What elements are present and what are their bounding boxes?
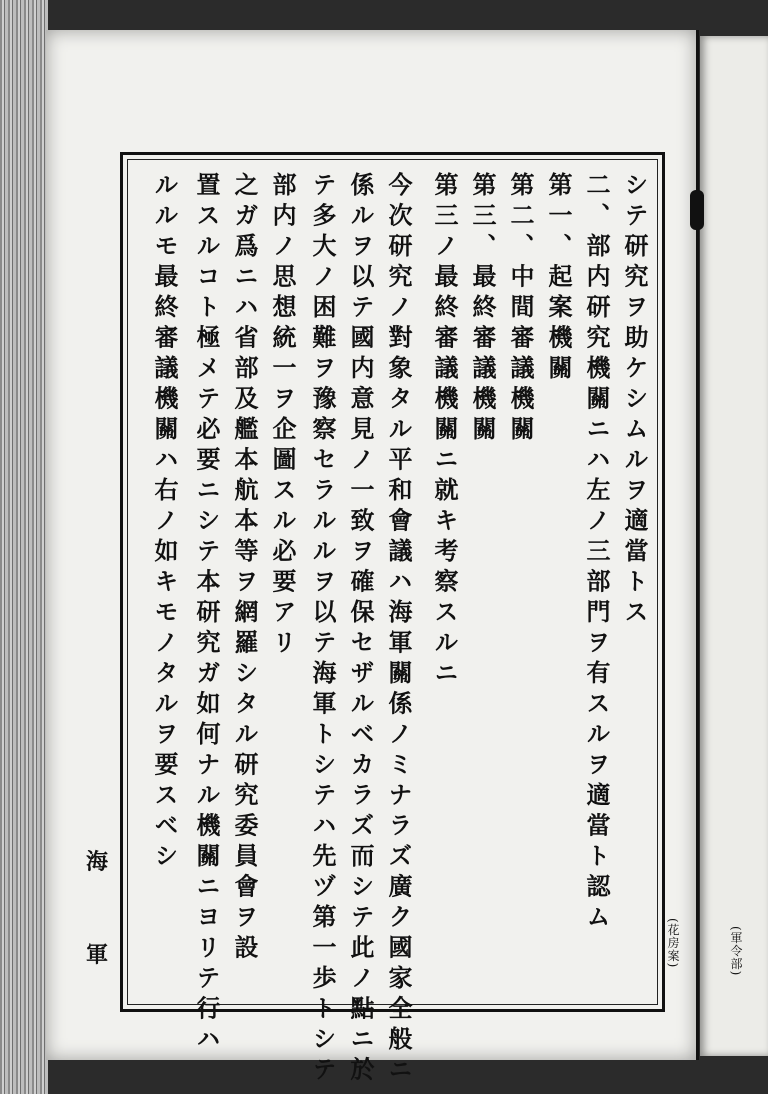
text-column-6: 第三ノ最終審議機關ニ就キ考察スルニ — [430, 172, 459, 691]
text-column-12: 置スルコト極メテ必要ニシテ本研究ガ如何ナル機關ニヨリテ行ハ — [192, 172, 221, 1057]
side-label-2: (軍令部) — [729, 926, 743, 977]
text-column-9: テ多大ノ困難ヲ豫察セラルルヲ以テ海軍トシテハ先ヅ第一歩トシテ — [308, 172, 337, 1087]
text-column-10: 部内ノ思想統一ヲ企圖スル必要アリ — [268, 172, 297, 660]
text-column-5: 第三、最終審議機關 — [468, 172, 497, 447]
text-column-3: 第一、起案機關 — [544, 172, 573, 386]
text-column-2: 二、部内研究機關ニハ左ノ三部門ヲ有スルヲ適當ト認ム — [582, 172, 611, 935]
text-column-11: 之ガ爲ニハ省部及艦本航本等ヲ網羅シタル研究委員會ヲ設 — [230, 172, 259, 965]
side-label-1: (花房案) — [666, 918, 680, 969]
text-column-4: 第二、中間審議機關 — [506, 172, 535, 447]
margin-char-2: 軍 — [86, 942, 109, 968]
text-column-13: ルルモ最終審議機關ハ右ノ如キモノタルヲ要スベシ — [150, 172, 179, 874]
binding-tab — [690, 190, 704, 230]
text-column-1: シテ研究ヲ助ケシムルヲ適當トス — [620, 172, 649, 630]
text-column-7: 今次研究ノ對象タル平和會議ハ海軍關係ノミナラズ廣ク國家全般ニ — [384, 172, 413, 1087]
book-edge-left — [0, 0, 48, 1094]
adjacent-page — [700, 36, 768, 1056]
margin-char-1: 海 — [86, 849, 109, 875]
text-column-8: 係ルヲ以テ國内意見ノ一致ヲ確保セザルベカラズ而シテ此ノ點ニ於 — [346, 172, 375, 1087]
